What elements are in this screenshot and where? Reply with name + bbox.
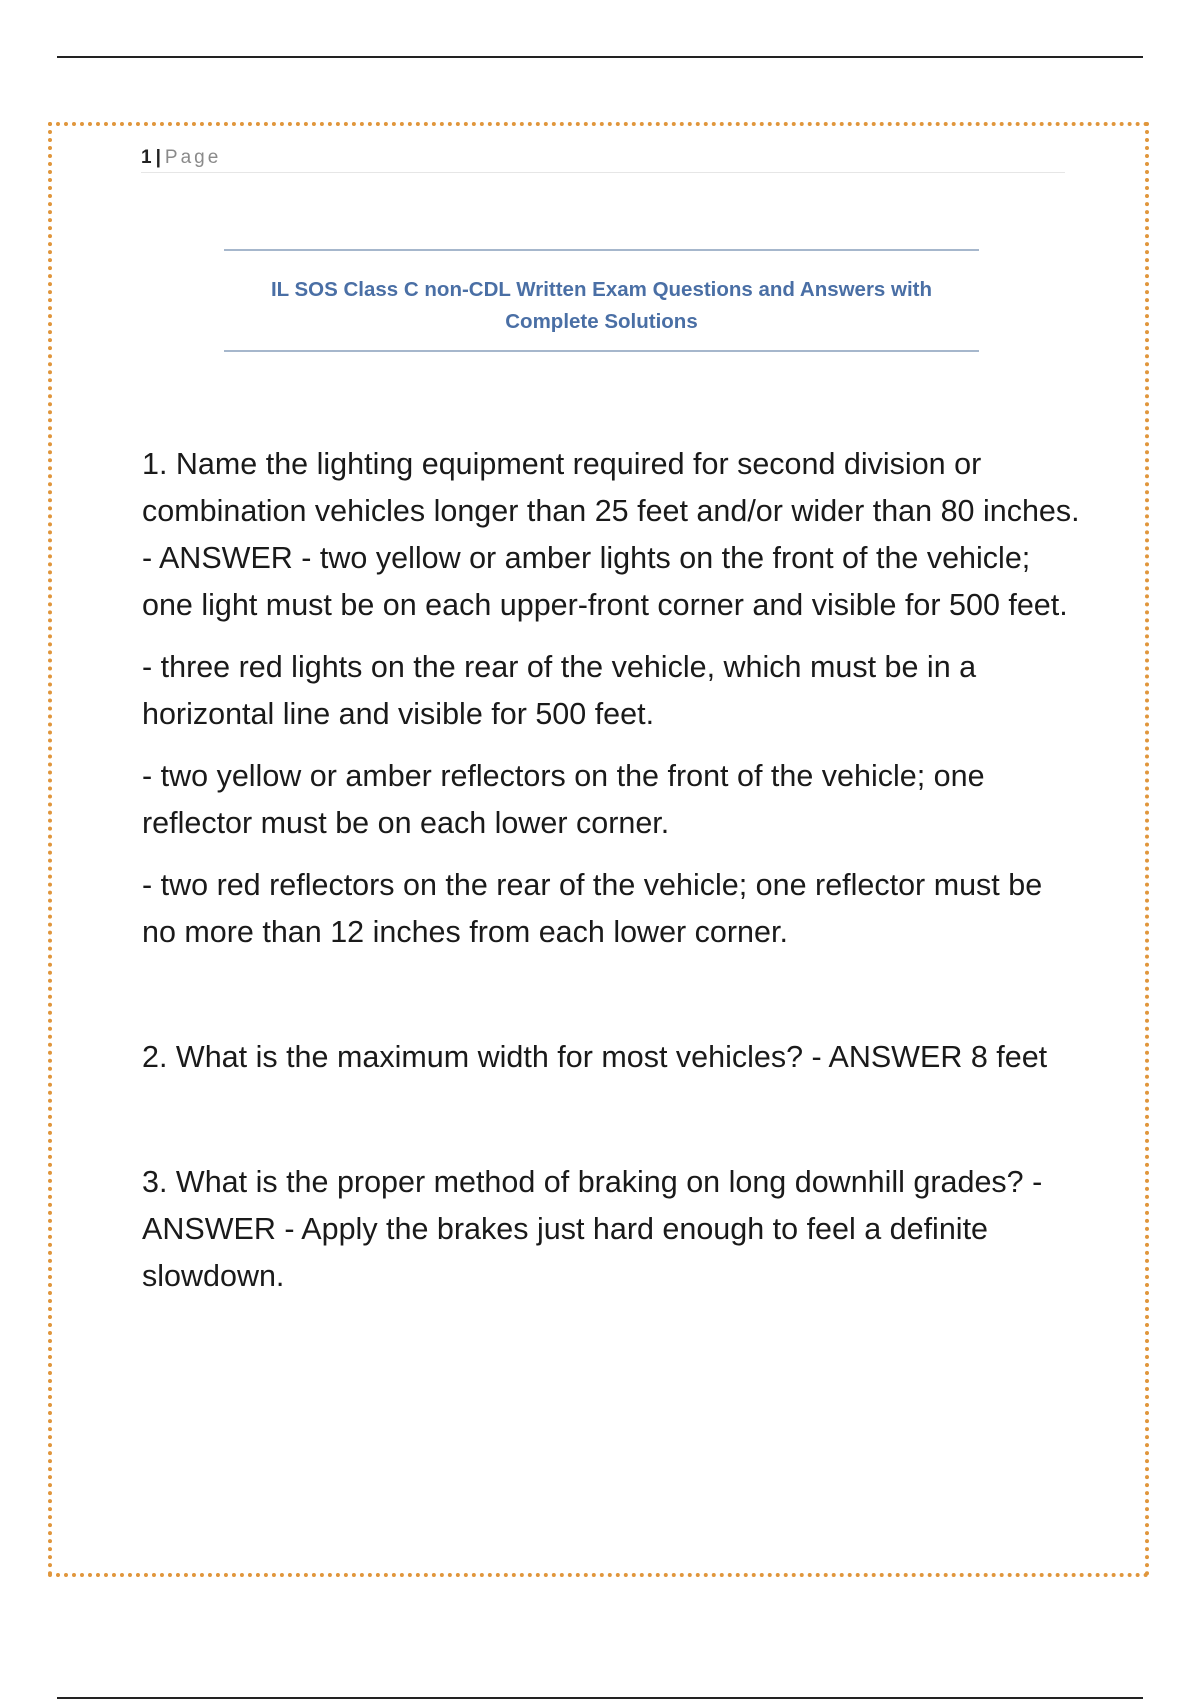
document-title: [224, 274, 979, 338]
question-1-answer-item: - three red lights on the rear of the vehicle, which must be in a horizontal line and visible for 500 feet.: [142, 650, 977, 731]
question-3: [142, 1159, 1082, 1300]
question-2: [142, 1034, 1082, 1081]
question-1: [142, 441, 1082, 956]
title-line-2: Complete Solutions: [505, 310, 698, 333]
bottom-rule: [57, 1697, 1143, 1699]
question-3-text: 3. What is the proper method of braking on long downhill grades? - ANSWER - Apply the brakes just hard enough to feel a definite slowdown.: [142, 1165, 1043, 1293]
document-title-block: [224, 249, 979, 352]
page-header: [141, 146, 1065, 173]
question-1-answer-item: - two red reflectors on the rear of the vehicle; one reflector must be no more than 12 inches from each lower corner.: [142, 868, 1043, 949]
page-label: Page: [164, 147, 222, 168]
question-1-answer-item: - two yellow or amber reflectors on the front of the vehicle; one reflector must be on each lower corner.: [142, 759, 985, 840]
top-rule: [57, 56, 1143, 58]
page-number: 1: [141, 147, 152, 168]
page-separator: |: [155, 147, 161, 168]
title-line-1: IL SOS Class C non-CDL Written Exam Questions and Answers with: [270, 278, 933, 301]
questions-content: [142, 441, 1082, 1300]
question-1-text: 1. Name the lighting equipment required for second division or combination vehicles longer than 25 feet and/or wider than 80 inches. - ANSWER - two yellow or amber lights on the front of the vehicle; one light must be on each upper-front corner and visible for 500 feet.: [142, 447, 1080, 622]
question-2-text: 2. What is the maximum width for most vehicles? - ANSWER 8 feet: [142, 1040, 1048, 1074]
